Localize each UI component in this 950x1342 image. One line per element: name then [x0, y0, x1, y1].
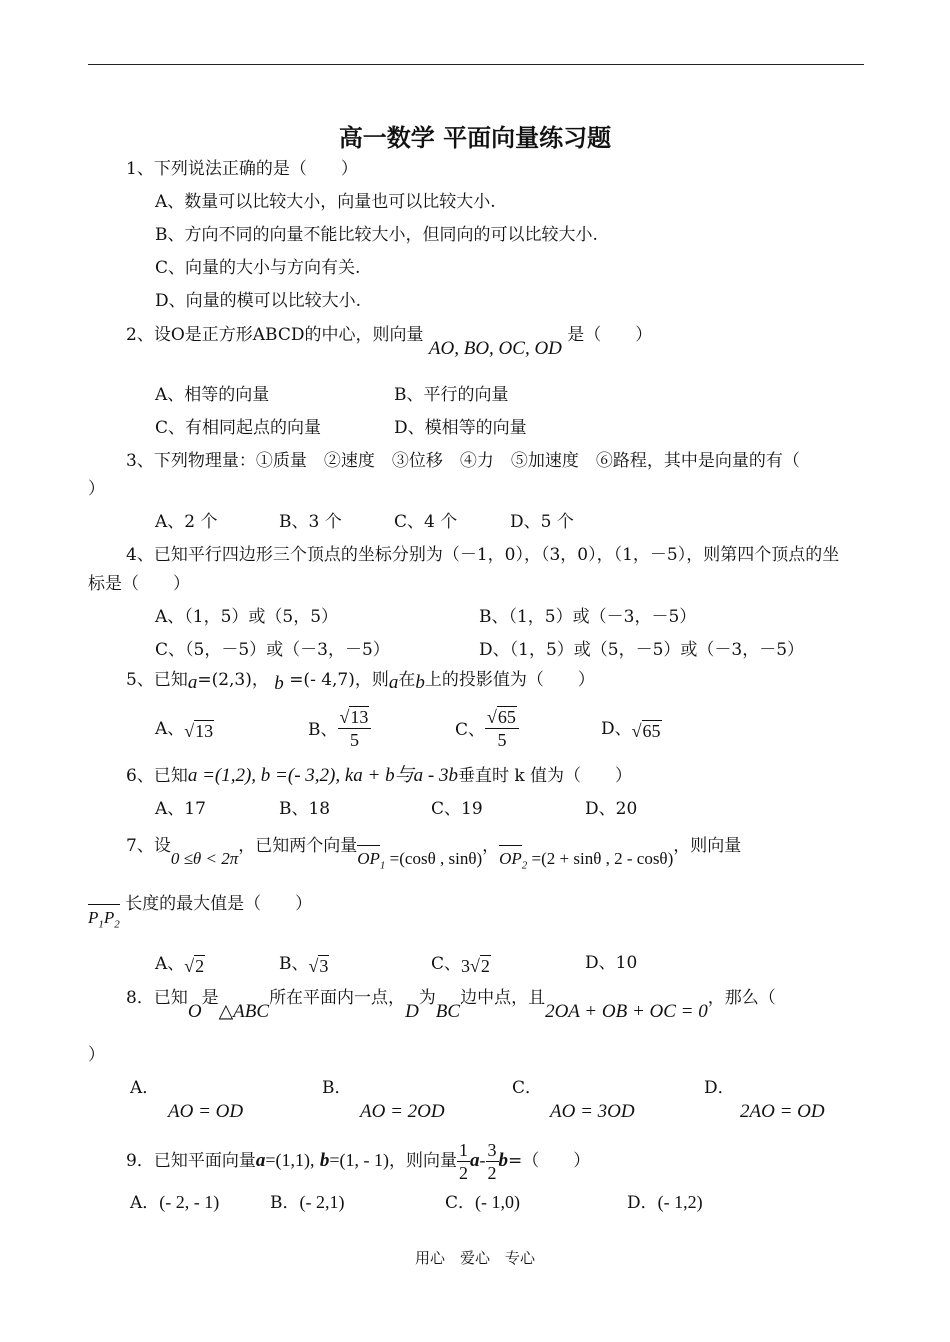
q7-p2-sub: 2: [114, 918, 120, 931]
q8-option-b: [322, 1076, 445, 1124]
q7-op2: [499, 849, 674, 872]
q9-f2-num: 3: [487, 1140, 497, 1160]
q5-option-b: [308, 706, 371, 751]
q7-line2: [88, 890, 313, 931]
q6-option-d: D、20: [585, 799, 638, 819]
q8-text-5: 边中点，且: [460, 988, 546, 1008]
q5-option-c-radicand: 65: [497, 707, 516, 727]
q3-option-c: C、4 个: [394, 512, 458, 532]
q9-option-b-value: (- 2,1): [299, 1192, 345, 1212]
q2-stem: [126, 323, 653, 359]
q7-option-b-radicand: 3: [319, 956, 329, 976]
q6-text-pre: 6、已知: [126, 766, 188, 786]
q2-vectors-math: AO, BO, OC, OD: [428, 338, 562, 359]
q7-comma: ，: [482, 836, 500, 856]
page-title: 高一数学 平面向量练习题: [338, 124, 612, 152]
q5-option-a-math: √13: [184, 721, 214, 741]
q6-vector-math: a =(1,2), b =(- 3,2), ka + b与a - 3b: [187, 765, 458, 786]
q5-option-a: [155, 716, 214, 741]
q6-option-a: A、17: [155, 799, 206, 819]
q7-option-b-math: √3: [308, 956, 329, 976]
q3-stem: 3、下列物理量：①质量 ②速度 ③位移 ④力 ⑤加速度 ⑥路程，其中是向量的有（: [126, 451, 800, 471]
q9-a-symbol: a: [255, 1150, 266, 1171]
q7-op1: [357, 849, 483, 872]
q5-b-symbol: b: [274, 673, 284, 694]
q2-option-a: A、相等的向量: [155, 385, 270, 405]
q9-option-d: [627, 1190, 703, 1215]
q8-equation: 2OA + OB + OC = 0: [545, 1001, 708, 1022]
q7-p1: P: [88, 908, 99, 927]
q7-option-a-label: A、: [155, 954, 185, 974]
q5-option-d-math: √65: [631, 721, 661, 741]
q9-option-c: [445, 1190, 520, 1215]
q7-text-post: ，则向量: [673, 836, 742, 856]
q5-text-1: 5、已知: [126, 670, 188, 690]
q5-option-b-label: B、: [308, 720, 338, 740]
q4-option-d: D、（1，5）或（5，－5）或（－3，－5）: [479, 640, 805, 660]
q7-option-c: [431, 951, 491, 976]
q9-b-symbol: b: [319, 1150, 330, 1171]
q7-op1-sub: 1: [379, 859, 386, 872]
q5-option-a-label: A、: [155, 719, 185, 739]
q9-fraction-1: [457, 1139, 470, 1184]
q8-text-6: ，那么（: [707, 988, 776, 1008]
q5-option-c: [455, 706, 519, 751]
q3-option-a: A、2 个: [155, 512, 218, 532]
q7-option-c-radicand: 2: [480, 956, 490, 976]
q7-option-c-label: C、: [431, 954, 462, 974]
q2-stem-pre: 2、设O是正方形ABCD的中心，则向量: [126, 325, 424, 345]
q8-option-a-math: AO = OD: [168, 1101, 244, 1122]
q9-a-symbol-2: a: [470, 1150, 480, 1171]
q9-option-b-label: B．: [270, 1193, 300, 1213]
q7-p2: P: [103, 908, 115, 927]
q8-stem: [126, 986, 776, 1022]
q6-option-c: C、19: [431, 799, 483, 819]
q7-text-mid: ，已知两个向量: [238, 836, 358, 856]
q9-text-pre: 9．已知平面向量: [126, 1151, 256, 1171]
q9-a-value: =(1,1),: [265, 1150, 315, 1170]
q6-text-post: 垂直时 k 值为（ ）: [457, 766, 633, 786]
q9-f1-den: 2: [459, 1163, 469, 1183]
q7-condition: 0 ≤θ < 2π: [170, 849, 239, 868]
q2-option-b: B、平行的向量: [394, 385, 509, 405]
q9-option-a-value: (- 2, - 1): [159, 1192, 220, 1212]
q3-option-b: B、3 个: [279, 512, 342, 532]
q7-line2-text: 长度的最大值是（ ）: [125, 894, 313, 914]
q1-option-d: D、向量的模可以比较大小.: [155, 291, 362, 311]
q7-op2-value: =(2 + sinθ , 2 - cosθ): [531, 849, 674, 868]
q8-text-3: 所在平面内一点，: [269, 988, 406, 1008]
q8-option-c: [512, 1076, 635, 1124]
q5-stem: [126, 668, 595, 692]
q8-triangle: △ABC: [218, 1001, 270, 1022]
q6-option-b: B、18: [279, 799, 331, 819]
q9-f1-num: 1: [459, 1140, 469, 1160]
header-rule: [88, 64, 864, 65]
q9-option-d-label: D．: [627, 1193, 658, 1213]
q9-option-d-value: (- 1,2): [657, 1192, 703, 1212]
q6-stem: [126, 764, 632, 788]
q7-option-a-radicand: 2: [195, 956, 205, 976]
q5-option-c-fraction: $\frac{√65}{5}$: [485, 706, 519, 751]
q7-op1-value: =(cosθ , sinθ): [389, 849, 483, 868]
q7-option-d: D、10: [585, 953, 638, 973]
page-footer: 用心 爱心 专心: [414, 1249, 535, 1267]
q7-stem: [126, 832, 742, 872]
q8-option-b-math: AO = 2OD: [360, 1101, 445, 1122]
q7-option-a: [155, 951, 205, 976]
q3-stem-cont: ）: [88, 479, 105, 499]
q5-text-4: 上的投影值为（ ）: [424, 670, 595, 690]
q5-text-2: ，则: [354, 670, 389, 690]
q9-b-value: =(1, - 1): [329, 1150, 390, 1170]
q4-stem: 4、已知平行四边形三个顶点的坐标分别为（－1，0），（3，0），（1，－5），则第四个顶点的坐: [126, 545, 840, 565]
q5-b-symbol-2: b: [415, 672, 425, 693]
q4-stem-cont: 标是（ ）: [88, 574, 190, 594]
q5-option-b-radicand: 13: [350, 707, 369, 727]
q5-a-value: =(2,3): [197, 670, 252, 690]
q8-text-2: 是: [201, 988, 219, 1008]
q7-op2-label: OP: [499, 845, 522, 871]
q8-stem-cont: ）: [88, 1045, 105, 1065]
q5-a-symbol: a: [187, 672, 198, 693]
q7-option-a-math: √2: [184, 956, 205, 976]
q5-b-value: =(- 4,7): [289, 670, 355, 690]
q8-option-d-math: 2AO = OD: [740, 1101, 825, 1122]
q5-option-d-label: D、: [601, 719, 632, 739]
q1-option-c: C、向量的大小与方向有关.: [155, 258, 361, 278]
q7-text-pre: 7、设: [126, 836, 171, 856]
q9-stem: [126, 1138, 590, 1184]
q7-p1p2: [88, 908, 120, 931]
q8-option-b-label: B．: [322, 1078, 352, 1098]
q5-option-d-radicand: 65: [642, 721, 661, 741]
q8-text-4: 为: [418, 988, 436, 1008]
q7-option-b: [279, 951, 329, 976]
q9-b-symbol-2: b: [498, 1150, 509, 1171]
q2-stem-post: 是（ ）: [567, 325, 653, 345]
q9-option-a: [130, 1190, 219, 1215]
q5-option-d: [601, 716, 662, 741]
q9-minus: -: [479, 1150, 486, 1170]
q2-option-c: C、有相同起点的向量: [155, 418, 322, 438]
q9-option-c-label: C．: [445, 1193, 476, 1213]
q5-option-a-radicand: 13: [195, 721, 214, 741]
q8-text-1: 8．已知: [126, 988, 188, 1008]
q5-option-b-denominator: 5: [349, 730, 359, 750]
q8-option-d: [704, 1076, 825, 1124]
q4-option-b: B、（1，5）或（－3，－5）: [479, 607, 697, 627]
q8-point-d: D: [405, 1001, 419, 1022]
q9-fraction-2: [486, 1139, 499, 1184]
q5-a-symbol-2: a: [388, 672, 399, 693]
q1-stem: 1、下列说法正确的是（ ）: [126, 159, 358, 179]
q3-option-d: D、5 个: [510, 512, 574, 532]
q7-option-c-coef: 3: [461, 956, 471, 976]
q8-option-c-label: C．: [512, 1078, 543, 1098]
q8-option-d-label: D．: [704, 1078, 735, 1098]
q5-option-c-label: C、: [455, 720, 486, 740]
q5-option-b-fraction: $\frac{√13}{5}$: [338, 706, 372, 751]
q9-option-c-value: (- 1,0): [475, 1192, 520, 1212]
q7-p1-sub: 1: [98, 918, 104, 931]
q7-op2-sub: 2: [521, 859, 528, 872]
q5-option-c-denominator: 5: [497, 730, 507, 750]
q9-f2-den: 2: [487, 1163, 497, 1183]
q9-text-post: =（ ）: [508, 1151, 591, 1171]
q8-option-c-math: AO = 3OD: [550, 1101, 635, 1122]
q8-segment-bc: BC: [435, 1001, 461, 1022]
q7-option-c-math: 3√2: [461, 956, 490, 976]
q1-option-a: A、数量可以比较大小，向量也可以比较大小.: [155, 192, 496, 212]
q4-option-c: C、（5，－5）或（－3，－5）: [155, 640, 390, 660]
q5-text-3: 在: [398, 670, 416, 690]
q8-point-o: O: [187, 1001, 202, 1022]
q9-option-a-label: A．: [130, 1193, 160, 1213]
q8-option-a: [130, 1076, 243, 1124]
q9-option-b: [270, 1190, 344, 1215]
q8-option-a-label: A．: [130, 1078, 160, 1098]
q5-sep: ，: [251, 670, 269, 690]
q9-text-mid: ，则向量: [389, 1151, 458, 1171]
q7-option-b-label: B、: [279, 954, 309, 974]
q4-option-a: A、（1，5）或（5，5）: [155, 607, 339, 627]
q7-op1-label: OP: [357, 845, 380, 871]
q1-option-b: B、方向不同的向量不能比较大小，但同向的可以比较大小.: [155, 225, 598, 245]
q2-option-d: D、模相等的向量: [394, 418, 527, 438]
